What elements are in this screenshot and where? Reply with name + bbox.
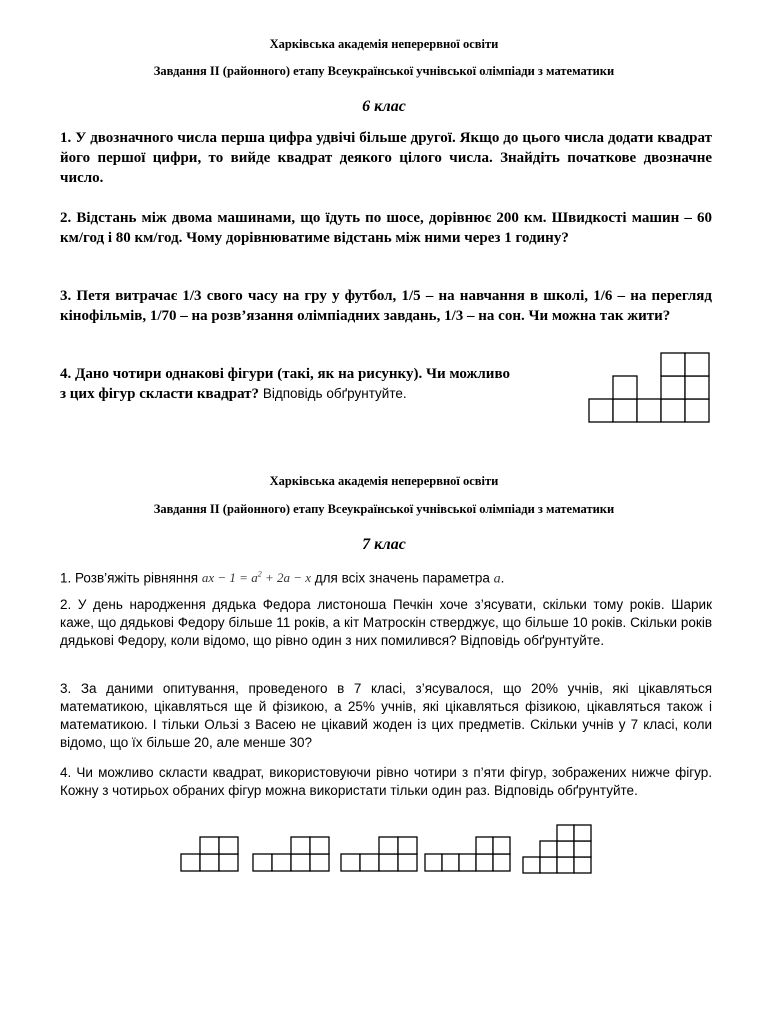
task-6-2: 2. Відстань між двома машинами, що їдуть по шосе, дорівнює 200 км. Швидкості машин – 60 км/год і 80 км/год. Чому дорівнюватиме відстань між ними через 1 годину? — [60, 210, 712, 246]
figure-7-a — [180, 836, 240, 872]
figure-7-c — [340, 836, 420, 872]
task-6-4-line1: 4. Дано чотири однакові фігури (такі, як на рисунку). Чи можливо — [60, 366, 510, 382]
figure-7-b — [252, 836, 332, 872]
task-7-1-pre: 1. Розв’яжіть рівняння — [60, 570, 202, 586]
figure-7-d — [424, 836, 514, 872]
task-6-3: 3. Петя витрачає 1/3 свого часу на гру у футбол, 1/5 – на навчання в школі, 1/6 – на перегляд кінофільмів, 1/70 – на розв’язання олімпіадних завдань, 1/3 – на сон. Чи можна так жити? — [60, 288, 712, 324]
grade-7-heading: 7 клас — [362, 536, 406, 553]
figure-7-e — [522, 823, 592, 875]
task-7-1-equation: ax − $1 = a^2 + 2a - x$ — [201, 570, 312, 586]
task-7-2: 2. У день народження дядька Федора листоноша Печкін хоче з’ясувати, скільки тому років. Шарик каже, що дядькові Федору більше 11 років, а кіт Матроскін стверджує, що більше 10 років. Скільки років дядькові Федору, коли відомо, що рівно один з них помилився? Відповідь обґрунтуйте. — [60, 597, 712, 648]
institution-header-2: Харківська академія неперервної освіти — [269, 474, 499, 488]
task-6-4-tail: Відповідь обґрунтуйте. — [259, 386, 407, 401]
task-7-1: 1. Розв’яжіть рівняння ax − $1 = a^2 + 2a - x$ для всіх значень параметра a. — [60, 570, 505, 587]
olympiad-title-1: Завдання ІІ (районного) етапу Всеукраїнської учнівської олімпіади з математики — [153, 64, 615, 78]
task-6-4-line2: з цих фігур скласти квадрат? — [60, 386, 260, 402]
institution-header-1: Харківська академія неперервної освіти — [269, 37, 499, 51]
figure-6-shape — [588, 352, 710, 424]
task-7-1-post: для всіх значень параметра — [311, 570, 494, 586]
task-6-4 — [60, 364, 580, 404]
task-6-1: 1. У двозначного числа перша цифра удвічі більше другої. Якщо до цього числа додати квадрат його першої цифри, то вийде квадрат деякого цілого числа. Знайдіть початкове двозначне число. — [60, 130, 712, 186]
olympiad-title-2: Завдання ІІ (районного) етапу Всеукраїнської учнівської олімпіади з математики — [153, 502, 615, 516]
task-7-3: 3. За даними опитування, проведеного в 7 класі, з’ясувалося, що 20% учнів, які цікавляться математикою, цікавляться ще й фізикою, а 25% учнів, які цікавляться фізикою, цікавляться також і математикою. І тільки Ользі з Васею не цікавий жоден із цих предметів. Скільки учнів у 7 класі, коли відомо, що їх більше 20, але менше 30? — [60, 681, 712, 750]
task-7-4: 4. Чи можливо скласти квадрат, використовуючи рівно чотири з п’яти фігур, зображених нижче фігур. Кожну з чотирьох обраних фігур можна використати тільки один раз. Відповідь обґрунтуйте. — [60, 765, 712, 798]
task-7-1-param: a — [493, 571, 501, 587]
grade-6-heading: 6 клас — [362, 98, 406, 115]
